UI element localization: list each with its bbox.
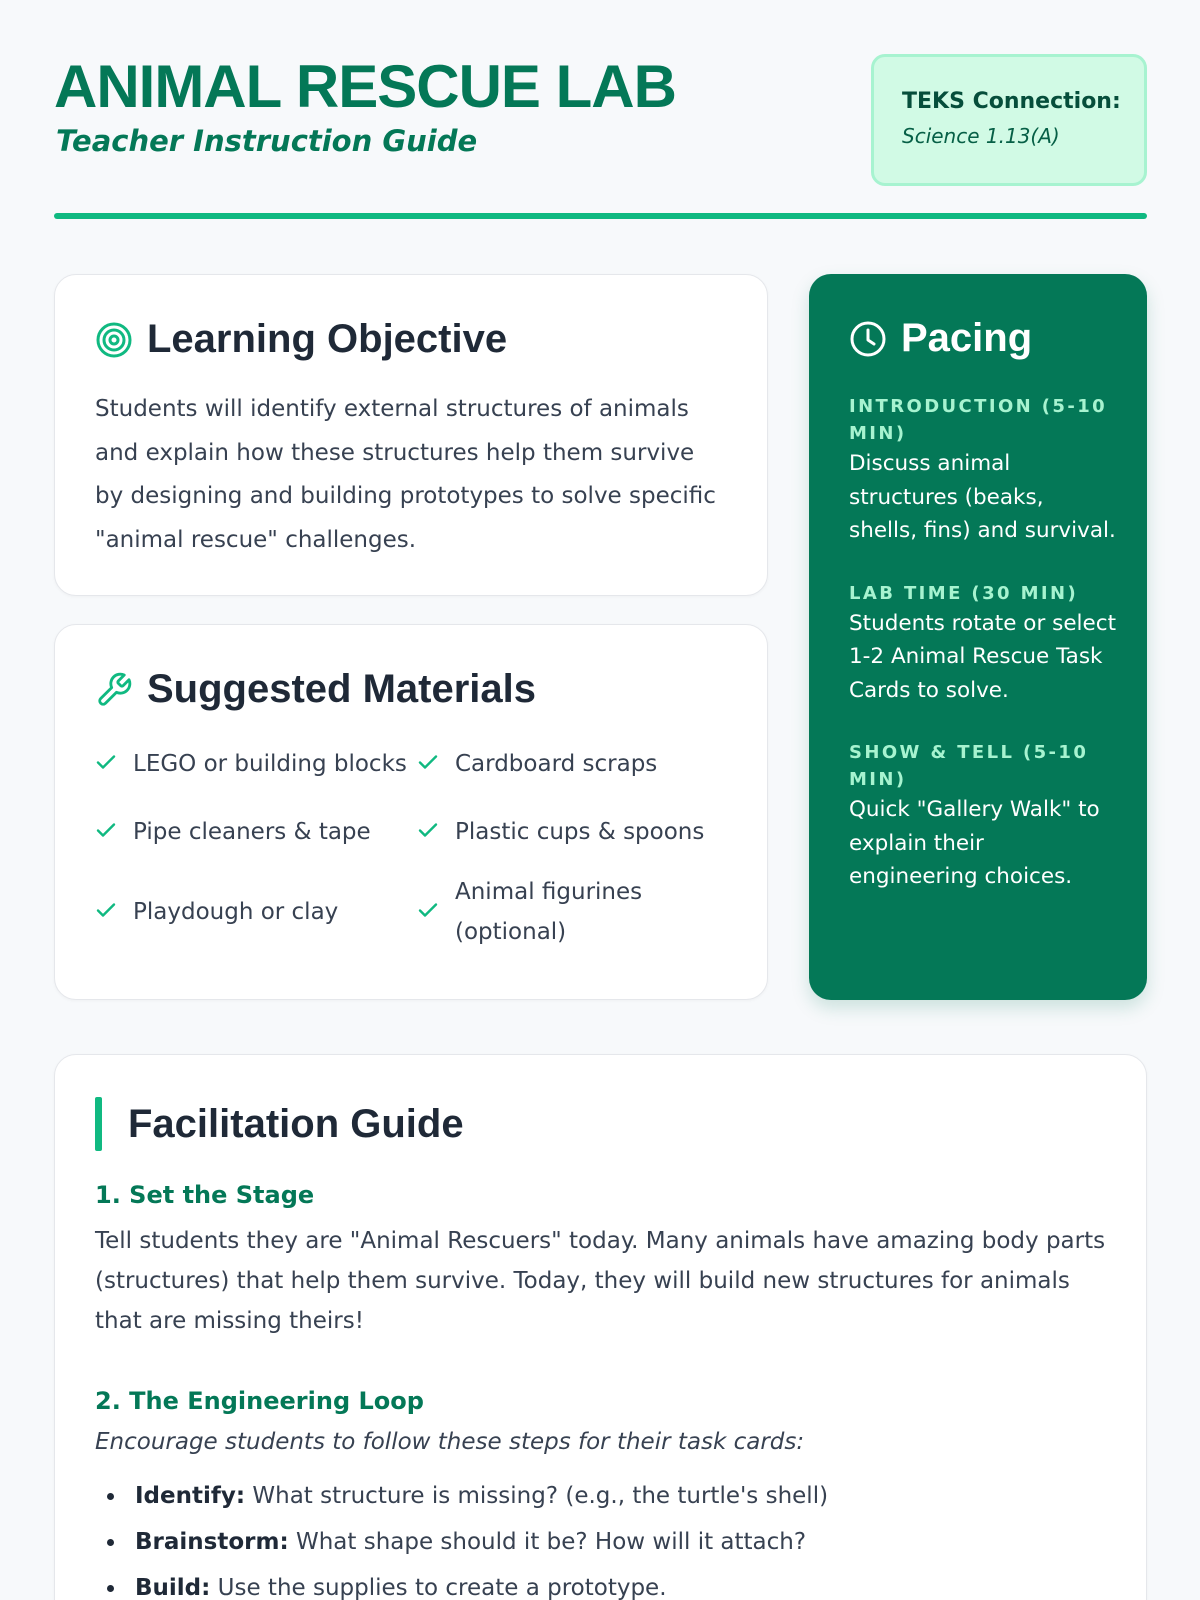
list-item-term: Brainstorm: (135, 1529, 289, 1555)
list-item-term: Build: (135, 1575, 211, 1600)
clock-icon (849, 320, 887, 358)
list-item-text: What shape should it be? How will it attach? (295, 1529, 807, 1555)
learning-objective-title: Learning Objective (147, 317, 508, 361)
learning-objective-card (54, 274, 768, 596)
check-icon (417, 819, 455, 845)
check-icon (95, 751, 133, 777)
teks-value: Science 1.13(A) (902, 124, 1060, 148)
pacing-label: INTRODUCTION (5-10 MIN) (849, 396, 1108, 444)
step-intro: Encourage students to follow these steps for their task cards: (95, 1429, 805, 1455)
pacing-text: Students rotate or select 1-2 Animal Rescue Task Cards to solve. (849, 610, 1116, 703)
page-subtitle: Teacher Instruction Guide (56, 124, 478, 158)
step-text: Tell students they are "Animal Rescuers" today. Many animals have amazing body parts (structures) that help them survive. Today, they will build new structures for animals that are missing theirs! (95, 1228, 1106, 1334)
material-item (417, 872, 727, 952)
page-title: ANIMAL RESCUE LAB (54, 53, 676, 120)
check-icon (95, 819, 133, 845)
suggested-materials-card (54, 624, 768, 1000)
pacing-text: Discuss animal structures (beaks, shells, fins) and survival. (849, 451, 1116, 543)
material-item (95, 804, 417, 860)
wrench-icon (95, 671, 133, 709)
accent-bar (95, 1097, 102, 1151)
material-label: Cardboard scraps (455, 751, 658, 777)
list-item (95, 1473, 1106, 1519)
material-label: Plastic cups & spoons (455, 819, 705, 845)
header (54, 0, 1147, 222)
material-item (95, 872, 417, 952)
pacing-label: LAB TIME (30 MIN) (849, 582, 1079, 604)
pacing-text: Quick "Gallery Walk" to explain their engineering choices. (849, 797, 1100, 889)
pacing-block-lab-time (849, 580, 1117, 708)
pacing-block-show-and-tell (849, 739, 1117, 894)
facilitation-guide-title: Facilitation Guide (128, 1101, 464, 1146)
list-item (95, 1519, 1106, 1565)
teks-label: TEKS Connection: (902, 89, 1121, 114)
pacing-label: SHOW & TELL (5-10 MIN) (849, 742, 1089, 790)
list-item-term: Identify: (135, 1483, 246, 1509)
check-icon (417, 899, 455, 925)
pacing-header (849, 316, 1117, 361)
suggested-materials-header (95, 667, 727, 712)
pacing-card (809, 274, 1147, 1000)
materials-list (95, 736, 727, 952)
check-icon (417, 751, 455, 777)
learning-objective-header (95, 317, 727, 362)
material-item (417, 736, 727, 792)
step-title: 1. Set the Stage (95, 1181, 315, 1209)
list-item-text: Use the supplies to create a prototype. (217, 1575, 667, 1600)
material-label: LEGO or building blocks (133, 751, 407, 777)
engineering-steps-list (95, 1473, 1106, 1600)
material-label: Pipe cleaners & tape (133, 819, 371, 845)
suggested-materials-title: Suggested Materials (147, 667, 537, 711)
material-label: Animal figurines (optional) (455, 879, 643, 945)
material-label: Playdough or clay (133, 899, 339, 925)
pacing-title: Pacing (901, 316, 1033, 360)
list-item-text: What structure is missing? (e.g., the turtle's shell) (252, 1483, 829, 1509)
learning-objective-text: Students will identify external structures of animals and explain how these structures help them survive by designing and building prototypes to solve specific "animal rescue" challenges. (95, 396, 716, 553)
facilitation-guide-header (95, 1097, 1106, 1151)
teks-badge (871, 54, 1147, 186)
page (54, 0, 1147, 1600)
step-title: 2. The Engineering Loop (95, 1387, 424, 1415)
material-item (95, 736, 417, 792)
target-icon (95, 321, 133, 359)
header-divider (54, 213, 1147, 219)
pacing-block-introduction (849, 393, 1117, 548)
check-icon (95, 899, 133, 925)
list-item (95, 1565, 1106, 1600)
facilitation-guide-card (54, 1054, 1147, 1600)
material-item (417, 804, 727, 860)
